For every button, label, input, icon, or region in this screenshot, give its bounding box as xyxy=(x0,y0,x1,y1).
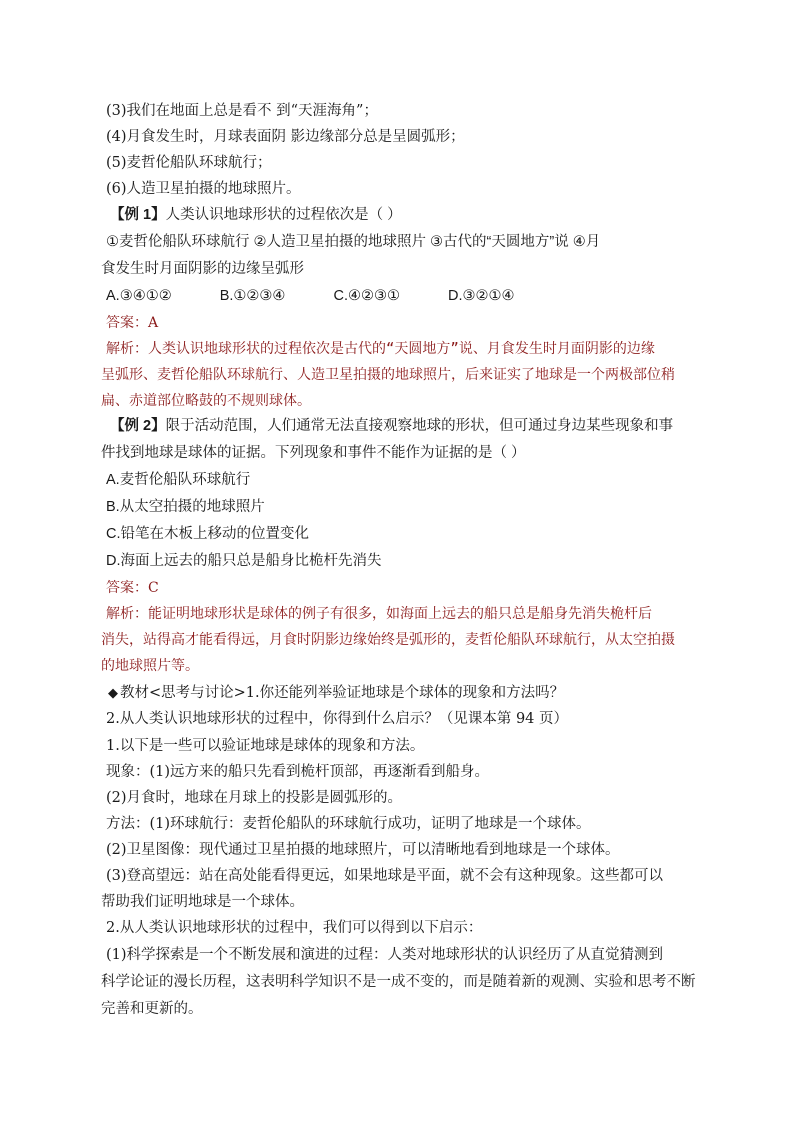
choice-b: B.①②③④ xyxy=(219,288,286,304)
explanation-2-line-2: 消失，站得高才能看得远，月食时阴影边缘始终是弧形的，麦哲伦船队环球航行，从太空拍摄 xyxy=(101,632,675,648)
response-method-3-cont: 帮助我们证明地球是一个球体。 xyxy=(101,894,304,910)
choice-c: C.④②③① xyxy=(333,288,400,304)
example-1-choices xyxy=(106,283,736,309)
response-phenomenon-2: (2)月食时，地球在月球上的投影是圆弧形的。 xyxy=(106,790,403,806)
example-2-option-b: B.从太空拍摄的地球照片 xyxy=(106,499,265,515)
response-method-1: 方法：(1)环球航行：麦哲伦船队的环球航行成功，证明了地球是一个球体。 xyxy=(106,816,591,832)
response-1-intro: 1.以下是一些可以验证地球是球体的现象和方法。 xyxy=(106,738,425,754)
example-1-options-line-1: ①麦哲伦船队环球航行 ②人造卫星拍摄的地球照片 ③古代的“天圆地方”说 ④月 xyxy=(106,234,601,250)
example-1-text: 人类认识地球形状的过程依次是（ ） xyxy=(165,207,402,223)
response-2-point-1-end: 完善和更新的。 xyxy=(101,1001,203,1017)
choice-a: A.③④①② xyxy=(106,288,172,304)
example-1-tag: 【例 1】 xyxy=(110,207,166,223)
item-4: (4)月食发生时，月球表面阴 影边缘部分总是呈圆弧形； xyxy=(106,129,465,145)
explanation-1-line-2: 呈弧形、麦哲伦船队环球航行、人造卫星拍摄的地球照片，后来证实了地球是一个两极部位稍 xyxy=(101,367,675,383)
example-2-option-d: D.海面上远去的船只总是船身比桅杆先消失 xyxy=(106,553,382,569)
response-method-2: (2)卫星图像：现代通过卫星拍摄的地球照片，可以清晰地看到地球是一个球体。 xyxy=(106,842,620,858)
response-2-point-1-cont: 科学论证的漫长历程，这表明科学知识不是一成不变的，而是随着新的观测、实验和思考不断 xyxy=(101,974,696,990)
example-1-options-line-2: 食发生时月面阴影的边缘呈弧形 xyxy=(101,261,304,277)
example-2-option-c: C.铅笔在木板上移动的位置变化 xyxy=(106,526,309,542)
textbook-discussion-line-1 xyxy=(108,680,736,707)
diamond-icon: ◆ xyxy=(108,686,118,701)
example-2-question-line-2: 件找到地球是球体的证据。下列现象和事件不能作为证据的是（ ） xyxy=(101,445,526,461)
answer-1: 答案：A xyxy=(106,315,159,331)
example-2-question-line-1 xyxy=(110,413,736,439)
textbook-discussion-text: 教材<思考与讨论>1.你还能列举验证地球是个球体的现象和方法吗？ xyxy=(120,685,565,701)
example-2-text: 限于活动范围，人们通常无法直接观察地球的形状，但可通过身边某些现象和事 xyxy=(165,418,674,434)
response-method-3: (3)登高望远：站在高处能看得更远，如果地球是平面，就不会有这种现象。这些都可以 xyxy=(106,868,664,884)
explanation-2-line-1: 解析：能证明地球形状是球体的例子有很多，如海面上远去的船只总是船身先消失桅杆后 xyxy=(106,606,652,622)
answer-2: 答案：C xyxy=(106,580,159,596)
item-6: (6)人造卫星拍摄的地球照片。 xyxy=(106,181,301,197)
item-5: (5)麦哲伦船队环球航行； xyxy=(106,155,272,171)
response-2-intro: 2.从人类认识地球形状的过程中，我们可以得到以下启示： xyxy=(106,920,483,936)
response-phenomenon-1: 现象：(1)远方来的船只先看到桅杆顶部，再逐渐看到船身。 xyxy=(106,764,490,780)
item-3: (3)我们在地面上总是看不 到“天涯海角”； xyxy=(106,103,378,119)
choice-d: D.③②①④ xyxy=(448,288,515,304)
example-1-question xyxy=(110,202,736,228)
explanation-2-line-3: 的地球照片等。 xyxy=(101,658,199,674)
response-2-point-1: (1)科学探索是一个不断发展和演进的过程：人类对地球形状的认识经历了从直觉猜测到 xyxy=(106,947,664,963)
example-2-tag: 【例 2】 xyxy=(110,418,166,434)
explanation-1-line-3: 扁、赤道部位略鼓的不规则球体。 xyxy=(101,393,311,409)
textbook-discussion-line-2: 2.从人类认识地球形状的过程中，你得到什么启示？（见课本第 94 页） xyxy=(106,711,569,727)
example-2-option-a: A.麦哲伦船队环球航行 xyxy=(106,472,251,488)
explanation-1-line-1: 解析：人类认识地球形状的过程依次是古代的“天圆地方”说、月食发生时月面阴影的边缘 xyxy=(106,341,655,357)
